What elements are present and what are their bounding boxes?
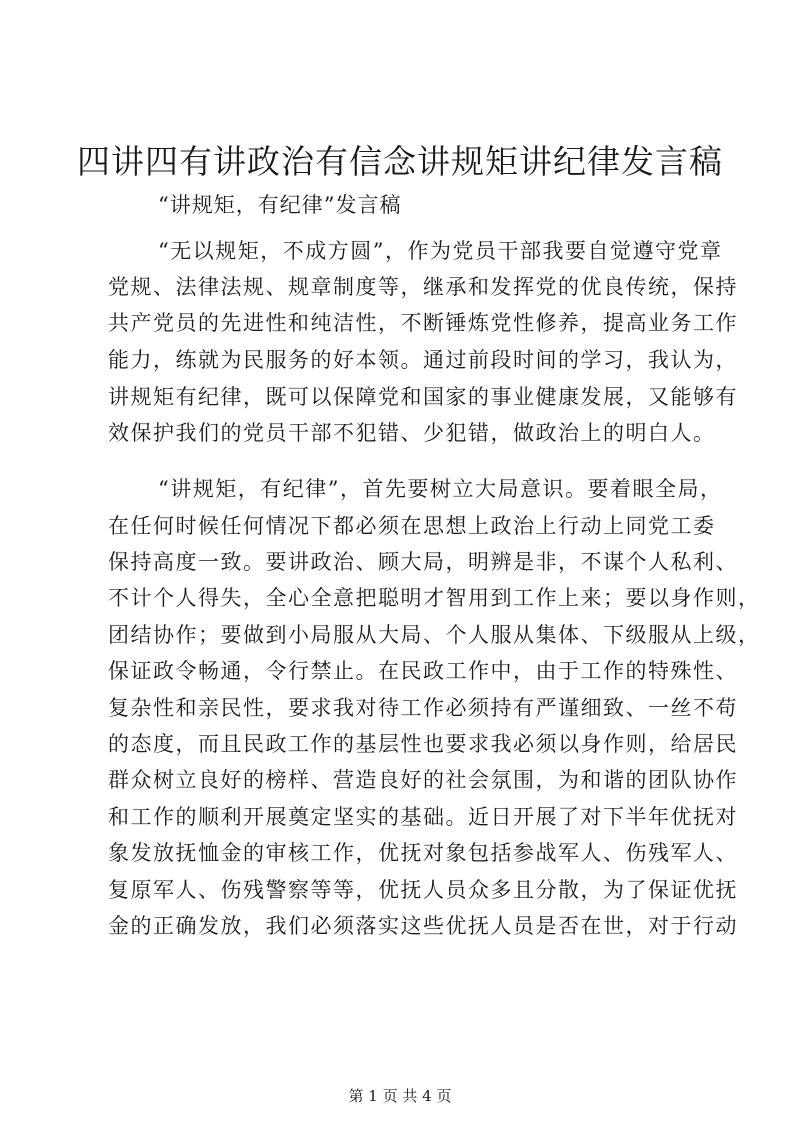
document-subtitle: “讲规矩，有纪律”发言稿 [158,193,402,217]
page-number-footer: 第 1 页 共 4 页 [348,1087,452,1105]
paragraph-line: 能力，练就为民服务的好本领。通过前段时间的学习，我认为， [108,348,738,372]
paragraph-line: 在任何时候任何情况下都必须在思想上政治上行动上同党工委 [108,514,716,538]
paragraph-line: 金的正确发放，我们必须落实这些优抚人员是否在世，对于行动 [108,914,738,938]
paragraph-line: “讲规矩，有纪律”，首先要树立大局意识。要着眼全局， [158,477,723,501]
paragraph-line: 保证政令畅通，令行禁止。在民政工作中，由于工作的特殊性、 [108,659,738,683]
paragraph-line: 的态度，而且民政工作的基层性也要求我必须以身作则，给居民 [108,732,738,756]
paragraph-line: 不计个人得失，全心全意把聪明才智用到工作上来；要以身作则， [108,586,761,610]
paragraph-line: 党规、法律法规、规章制度等，继承和发挥党的优良传统，保持 [108,275,738,299]
paragraph-line: 保持高度一致。要讲政治、顾大局，明辨是非，不谋个人私利、 [108,550,738,574]
paragraph-line: 讲规矩有纪律，既可以保障党和国家的事业健康发展，又能够有 [108,385,738,409]
paragraph-line: “无以规矩，不成方圆”，作为党员干部我要自觉遵守党章 [158,239,723,263]
paragraph-line: 群众树立良好的榜样、营造良好的社会氛围，为和谐的团队协作 [108,768,738,792]
paragraph-line: 复杂性和亲民性，要求我对待工作必须持有严谨细致、一丝不苟 [108,696,738,720]
paragraph-line: 复原军人、伤残警察等等，优抚人员众多且分散，为了保证优抚 [108,878,738,902]
paragraph-line: 象发放抚恤金的审核工作，优抚对象包括参战军人、伤残军人、 [108,841,738,865]
paragraph-line: 共产党员的先进性和纯洁性，不断锤炼党性修养，提高业务工作 [108,311,738,335]
document-title: 四讲四有讲政治有信念讲规矩讲纪律发言稿 [77,142,723,181]
paragraph-line: 和工作的顺利开展奠定坚实的基础。近日开展了对下半年优抚对 [108,805,738,829]
paragraph-line: 团结协作；要做到小局服从大局、个人服从集体、下级服从上级， [108,623,761,647]
paragraph-line: 效保护我们的党员干部不犯错、少犯错，做政治上的明白人。 [108,421,716,445]
